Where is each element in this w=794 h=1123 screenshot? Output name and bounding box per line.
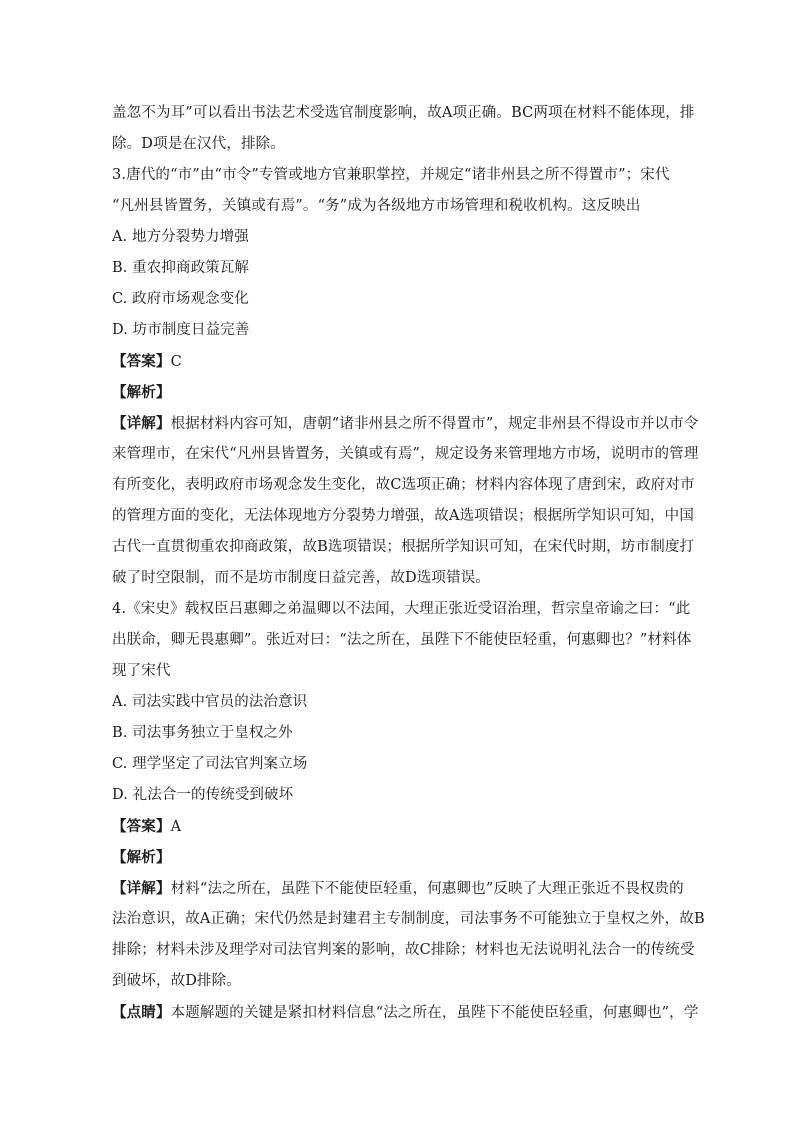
intro-line-1: 盖忽不为耳”可以看出书法艺术受选官制度影响，故A项正确。BC两项在材料不能体现，排 xyxy=(112,105,695,121)
q3-detail-text-1: 根据材料内容可知，唐朝“诸非州县之所不得置市”，规定非州县不得设市并以市令 xyxy=(170,416,699,432)
q4-detail-line-2: 法治意识，故A正确；宋代仍然是封建君主专制制度，司法事务不可能独立于皇权之外，故B xyxy=(112,911,705,927)
q3-detail-tag: 【详解】 xyxy=(112,415,171,432)
q4-answer xyxy=(112,811,684,842)
q4-stem-line-1: 4.《宋史》载权臣吕惠卿之弟温卿以不法闻，大理正张近受诏治理，哲宗皇帝谕之曰：“此 xyxy=(112,601,691,617)
q4-answer-tag: 【答案】 xyxy=(112,818,171,835)
q3-detail-line-1 xyxy=(112,408,699,439)
q4-detail-tag: 【详解】 xyxy=(112,880,171,897)
q4-detail-line-3: 排除；材料未涉及理学对司法官判案的影响，故C排除；材料也无法说明礼法合一的传统受 xyxy=(112,942,695,958)
q3-option-d: D. 坊市制度日益完善 xyxy=(112,322,250,338)
q3-detail-line-2: 来管理市，在宋代“凡州县皆置务，关镇或有焉”，规定设务来管理地方市场，说明市的管理 xyxy=(112,446,699,462)
q3-detail-line-3: 有所变化，表明政府市场观念发生变化，故C选项正确；材料内容体现了唐到宋，政府对市 xyxy=(112,477,695,493)
q4-stem-line-2: 出朕命，卿无畏惠卿”。张近对曰：“法之所在，虽陛下不能使臣轻重，何惠卿也？”材料体 xyxy=(112,632,692,648)
q4-answer-value: A xyxy=(170,819,182,835)
q3-detail-line-4: 的管理方面的变化，无法体现地方分裂势力增强，故A选项错误；根据所学知识可知，中国 xyxy=(112,508,694,524)
q4-option-a: A. 司法实践中官员的法治意识 xyxy=(112,694,308,710)
q3-analysis-heading: 【解析】 xyxy=(112,384,171,401)
q4-detail-line-1 xyxy=(112,873,684,904)
q3-answer-value: C xyxy=(170,354,182,370)
intro-line-2: 除。D项是在汉代，排除。 xyxy=(112,136,285,152)
q4-key-line xyxy=(112,997,699,1028)
q4-analysis-heading: 【解析】 xyxy=(112,849,171,866)
q4-key-text: 本题解题的关键是紧扣材料信息“法之所在，虽陛下不能使臣轻重，何惠卿也”，学 xyxy=(170,1005,699,1021)
q4-option-c: C. 理学坚定了司法官判案立场 xyxy=(112,756,308,772)
q3-answer xyxy=(112,346,684,377)
q4-detail-text-1: 材料“法之所在，虽陛下不能使臣轻重，何惠卿也”反映了大理正张近不畏权贵的 xyxy=(170,881,684,897)
q3-stem-line-1: 3.唐代的“市”由“市令”专管或地方官兼职掌控，并规定“诸非州县之所不得置市”；宋代 xyxy=(112,167,670,183)
q4-key-tag: 【点睛】 xyxy=(112,1004,171,1021)
q3-option-a: A. 地方分裂势力增强 xyxy=(112,229,249,245)
q3-option-b: B. 重农抑商政策瓦解 xyxy=(112,260,249,276)
q4-stem-line-3: 现了宋代 xyxy=(112,663,171,679)
q3-stem-line-2: “凡州县皆置务，关镇或有焉”。“务”成为各级地方市场管理和税收机构。这反映出 xyxy=(112,198,641,214)
q3-detail-line-6: 破了时空限制，而不是坊市制度日益完善，故D选项错误。 xyxy=(112,570,491,586)
q3-option-c: C. 政府市场观念变化 xyxy=(112,291,249,307)
document-page xyxy=(112,98,705,1028)
q4-option-d: D. 礼法合一的传统受到破坏 xyxy=(112,787,294,803)
q4-detail-line-4: 到破坏，故D排除。 xyxy=(112,973,241,989)
q4-option-b: B. 司法事务独立于皇权之外 xyxy=(112,725,293,741)
q3-answer-tag: 【答案】 xyxy=(112,353,171,370)
q3-detail-line-5: 古代一直贯彻重农抑商政策，故B选项错误；根据所学知识可知，在宋代时期，坊市制度打 xyxy=(112,539,695,555)
